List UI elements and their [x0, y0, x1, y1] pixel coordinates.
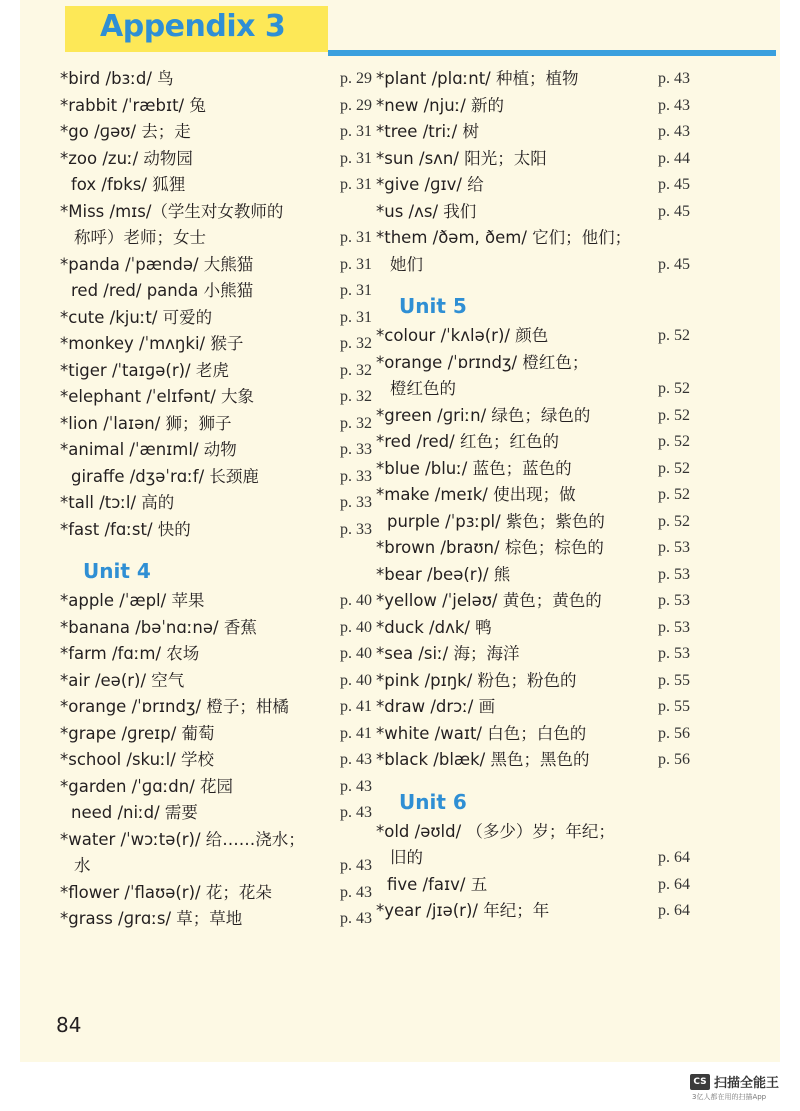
glossary-entry [60, 721, 372, 748]
page-reference: p. 40 [340, 618, 372, 636]
glossary-entry [60, 747, 372, 774]
glossary-entry [60, 437, 372, 464]
glossary-entry [60, 906, 372, 933]
page-reference: p. 32 [340, 414, 372, 432]
entry-text: *animal /ˈænɪml/ 动物 [60, 440, 237, 459]
page-reference: p. 29 [340, 96, 372, 114]
page-title: Appendix 3 [100, 9, 286, 44]
page-reference: p. 52 [658, 433, 690, 450]
glossary-list-unit4-cont [376, 66, 690, 278]
watermark-tagline: 3亿人都在用的扫描App [692, 1093, 767, 1101]
entry-continuation: 她们 [390, 254, 423, 274]
glossary-entry [376, 403, 690, 430]
glossary-entry [60, 668, 372, 695]
glossary-entry [376, 482, 690, 509]
page-reference: p. 31 [340, 123, 372, 140]
entry-text: *air /eə(r)/ 空气 [60, 670, 185, 690]
page-reference: p. 53 [658, 539, 690, 556]
glossary-entry [376, 66, 690, 93]
page-reference: p. 33 [340, 441, 372, 458]
page-reference: p. 52 [658, 327, 690, 344]
glossary-entry [376, 350, 690, 403]
unit4-heading: Unit 4 [83, 559, 151, 583]
entry-text: *white /waɪt/ 白色；白色的 [376, 723, 587, 743]
entry-text: *colour /ˈkʌlə(r)/ 颜色 [376, 326, 549, 345]
glossary-entry [60, 411, 372, 438]
header-rule [328, 50, 776, 56]
entry-text: *elephant /ˈelɪfənt/ 大象 [60, 387, 255, 406]
entry-text: *us /ʌs/ 我们 [376, 201, 477, 221]
entry-text: *tall /tɔːl/ 高的 [60, 493, 175, 512]
entry-text: *rabbit /ˈræbɪt/ 兔 [60, 95, 206, 115]
unit5-heading: Unit 5 [399, 294, 467, 318]
glossary-entry [376, 323, 690, 350]
left-column [60, 66, 372, 933]
page-reference: p. 43 [340, 777, 372, 795]
glossary-entry [376, 93, 690, 120]
page-reference: p. 56 [658, 751, 690, 768]
glossary-list-unit6 [376, 819, 690, 925]
glossary-entry [376, 721, 690, 748]
page-reference: p. 41 [340, 724, 372, 742]
page-reference: p. 53 [658, 565, 690, 583]
entry-text: *bird /bɜːd/ 鸟 [60, 69, 174, 88]
entry-text: *garden /ˈɡɑːdn/ 花园 [60, 776, 233, 796]
glossary-entry [376, 429, 690, 456]
glossary-entry [60, 358, 372, 385]
page-reference: p. 52 [658, 380, 690, 397]
entry-text: fox /fɒks/ 狐狸 [71, 175, 186, 194]
glossary-entry [60, 464, 372, 491]
entry-text: *tiger /ˈtaɪɡə(r)/ 老虎 [60, 360, 229, 380]
entry-text: *banana /bəˈnɑːnə/ 香蕉 [60, 617, 257, 637]
page-reference: p. 45 [658, 255, 690, 273]
entry-text: *duck /dʌk/ 鸭 [376, 617, 492, 637]
entry-text: *orange /ˈɒrɪndʒ/ 橙子；柑橘 [60, 697, 289, 716]
glossary-entry [60, 252, 372, 279]
entry-text: *blue /bluː/ 蓝色；蓝色的 [376, 458, 572, 478]
page-reference: p. 43 [340, 804, 372, 821]
glossary-entry [376, 172, 690, 199]
glossary-entry [60, 517, 372, 544]
page-reference: p. 56 [658, 724, 690, 742]
glossary-entry [376, 747, 690, 774]
glossary-entry [60, 880, 372, 907]
entry-text: *new /njuː/ 新的 [376, 95, 505, 115]
entry-text: *grass /ɡrɑːs/ 草；草地 [60, 909, 243, 928]
page-reference: p. 31 [340, 282, 372, 299]
entry-text: *them /ðəm, ðem/ 它们；他们； [376, 228, 632, 247]
page-reference: p. 43 [340, 857, 372, 874]
page-reference: p. 64 [658, 849, 690, 866]
page-reference: p. 31 [340, 149, 372, 167]
glossary-entry [376, 668, 690, 695]
page-reference: p. 31 [340, 176, 372, 193]
entry-text: *bear /beə(r)/ 熊 [376, 564, 511, 584]
glossary-entry [60, 827, 372, 880]
glossary-entry [376, 119, 690, 146]
glossary-list-unit5 [376, 323, 690, 774]
entry-text: *black /blæk/ 黑色；黑色的 [376, 750, 590, 769]
page-reference: p. 43 [658, 70, 690, 87]
glossary-entry [376, 456, 690, 483]
page-reference: p. 55 [658, 671, 690, 689]
entry-text: need /niːd/ 需要 [71, 803, 198, 822]
page-reference: p. 32 [340, 361, 372, 379]
page-reference: p. 43 [340, 751, 372, 768]
entry-text: purple /ˈpɜːpl/ 紫色；紫色的 [387, 511, 605, 531]
glossary-entry [60, 66, 372, 93]
entry-text: *brown /braʊn/ 棕色；棕色的 [376, 538, 604, 557]
glossary-entry [376, 819, 690, 872]
page-reference: p. 53 [658, 645, 690, 662]
page-reference: p. 55 [658, 698, 690, 715]
camscanner-logo-icon: CS [690, 1074, 710, 1090]
glossary-entry [376, 509, 690, 536]
entry-text: *orange /ˈɒrɪndʒ/ 橙红色； [376, 352, 589, 372]
glossary-list-unit3 [60, 66, 372, 543]
entry-text: *lion /ˈlaɪən/ 狮；狮子 [60, 413, 232, 433]
page-reference: p. 64 [658, 875, 690, 893]
entry-text: *monkey /ˈmʌŋki/ 猴子 [60, 334, 244, 353]
page-reference: p. 31 [340, 308, 372, 326]
glossary-entry [376, 588, 690, 615]
page-reference: p. 52 [658, 406, 690, 424]
right-column [376, 66, 690, 925]
entry-text: *yellow /ˈjeləʊ/ 黄色；黄色的 [376, 591, 602, 610]
glossary-entry [60, 305, 372, 332]
scanner-watermark [690, 1071, 790, 1105]
entry-continuation: 称呼）老师；女士 [74, 228, 206, 247]
glossary-entry [60, 800, 372, 827]
page-reference: p. 40 [340, 645, 372, 662]
page-number: 84 [56, 1013, 82, 1037]
entry-text: *draw /drɔː/ 画 [376, 697, 496, 716]
page-reference: p. 44 [658, 149, 690, 167]
glossary-entry [376, 225, 690, 278]
entry-text: *panda /ˈpændə/ 大熊猫 [60, 254, 254, 274]
page-reference: p. 41 [340, 698, 372, 715]
page-reference: p. 52 [658, 459, 690, 477]
entry-text: *sea /siː/ 海；海洋 [376, 644, 520, 663]
entry-text: *green /ɡriːn/ 绿色；绿色的 [376, 405, 591, 425]
entry-text: *grape /ɡreɪp/ 葡萄 [60, 723, 215, 743]
page-reference: p. 33 [340, 494, 372, 511]
page-reference: p. 32 [340, 335, 372, 352]
unit6-heading: Unit 6 [399, 789, 467, 814]
page-reference: p. 29 [340, 70, 372, 87]
glossary-entry [60, 641, 372, 668]
watermark-name: 扫描全能王 [714, 1076, 780, 1091]
glossary-entry [376, 562, 690, 589]
glossary-entry [376, 535, 690, 562]
glossary-list-unit4 [60, 588, 372, 933]
entry-text: *apple /ˈæpl/ 苹果 [60, 591, 205, 610]
glossary-entry [60, 93, 372, 120]
entry-text: *water /ˈwɔːtə(r)/ 给……浇水； [60, 829, 305, 849]
entry-text: *cute /kjuːt/ 可爱的 [60, 307, 213, 327]
glossary-entry [60, 774, 372, 801]
glossary-entry [376, 641, 690, 668]
page-reference: p. 43 [658, 123, 690, 140]
entry-text: red /red/ panda 小熊猫 [71, 281, 254, 300]
page-reference: p. 43 [340, 883, 372, 901]
glossary-entry [376, 615, 690, 642]
entry-text: *farm /fɑːm/ 农场 [60, 644, 200, 663]
page-reference: p. 33 [340, 467, 372, 485]
entry-text: *make /meɪk/ 使出现；做 [376, 485, 576, 504]
page-reference: p. 43 [658, 96, 690, 114]
glossary-entry [60, 119, 372, 146]
glossary-entry [60, 172, 372, 199]
entry-text: *plant /plɑːnt/ 种植；植物 [376, 69, 579, 88]
glossary-entry [376, 146, 690, 173]
page-reference: p. 45 [658, 202, 690, 220]
page-reference: p. 45 [658, 176, 690, 193]
entry-text: *flower /ˈflaʊə(r)/ 花；花朵 [60, 882, 272, 902]
glossary-entry [376, 694, 690, 721]
page-reference: p. 40 [340, 592, 372, 609]
glossary-entry [60, 490, 372, 517]
entry-text: giraffe /dʒəˈrɑːf/ 长颈鹿 [71, 466, 259, 486]
entry-text: *red /red/ 红色；红色的 [376, 432, 559, 451]
entry-text: *pink /pɪŋk/ 粉色；粉色的 [376, 670, 577, 690]
entry-continuation: 橙红色的 [390, 379, 456, 398]
glossary-entry [376, 898, 690, 925]
glossary-entry [60, 615, 372, 642]
page-reference: p. 40 [340, 671, 372, 689]
glossary-entry [60, 146, 372, 173]
page-reference: p. 53 [658, 618, 690, 636]
glossary-entry [60, 384, 372, 411]
entry-text: *tree /triː/ 树 [376, 122, 479, 141]
entry-continuation: 旧的 [390, 848, 423, 867]
entry-text: *Miss /mɪs/（学生对女教师的 [60, 201, 284, 221]
glossary-entry [376, 199, 690, 226]
entry-continuation: 水 [74, 856, 91, 875]
page-reference: p. 32 [340, 388, 372, 405]
page-reference: p. 52 [658, 486, 690, 503]
entry-text: *school /skuːl/ 学校 [60, 750, 215, 769]
glossary-entry [60, 694, 372, 721]
entry-text: *fast /fɑːst/ 快的 [60, 519, 191, 539]
page-reference: p. 43 [340, 910, 372, 927]
entry-text: *zoo /zuː/ 动物园 [60, 148, 193, 168]
glossary-entry [60, 588, 372, 615]
page-reference: p. 64 [658, 902, 690, 919]
glossary-entry [60, 199, 372, 252]
entry-text: five /faɪv/ 五 [387, 874, 488, 894]
entry-text: *old /əʊld/ （多少）岁；年纪； [376, 821, 615, 841]
entry-text: *go /ɡəʊ/ 去；走 [60, 122, 191, 141]
page-reference: p. 31 [340, 255, 372, 273]
page-reference: p. 33 [340, 520, 372, 538]
glossary-entry [376, 872, 690, 899]
page-reference: p. 52 [658, 512, 690, 530]
glossary-entry [60, 278, 372, 305]
page-reference: p. 31 [340, 229, 372, 246]
page-reference: p. 53 [658, 592, 690, 609]
entry-text: *sun /sʌn/ 阳光；太阳 [376, 148, 547, 168]
glossary-entry [60, 331, 372, 358]
entry-text: *year /jɪə(r)/ 年纪；年 [376, 901, 550, 920]
entry-text: *give /ɡɪv/ 给 [376, 175, 484, 194]
